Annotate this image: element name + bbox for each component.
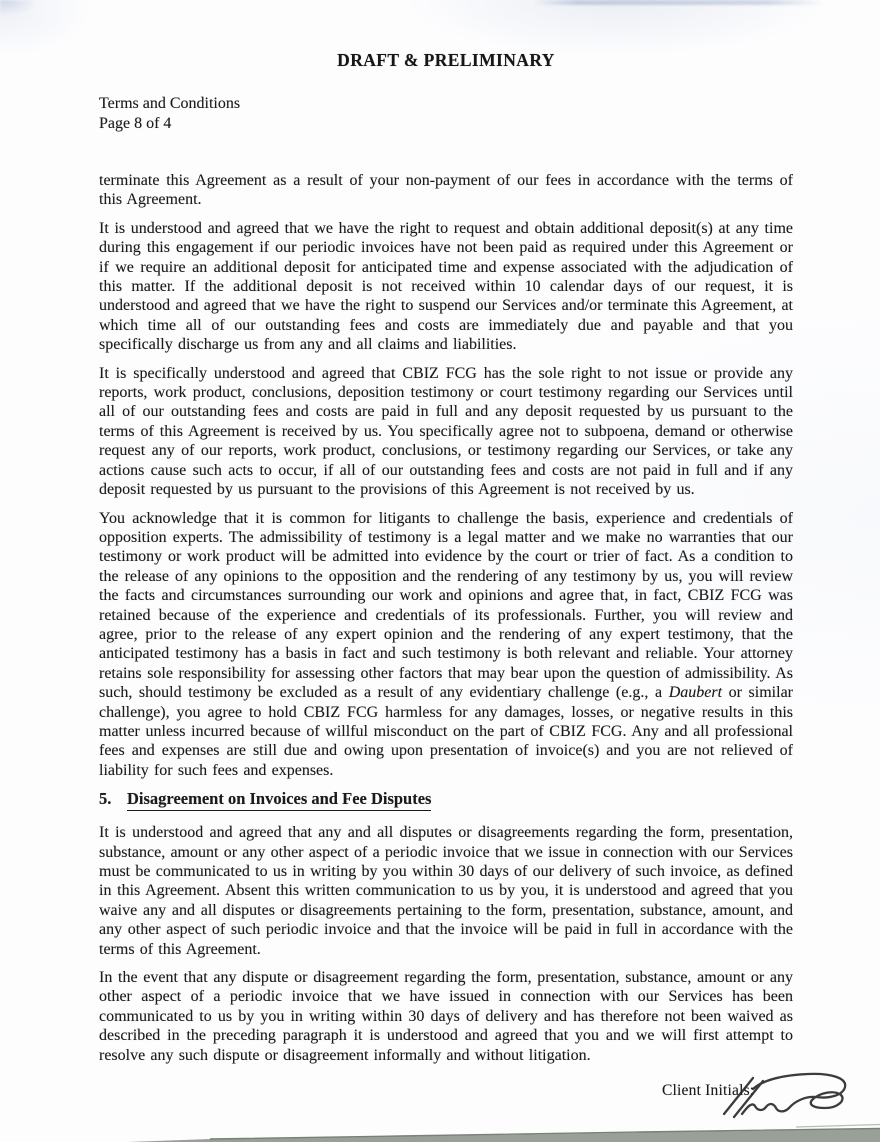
scan-smudge-top-edge [533, 0, 825, 5]
signature-stroke [734, 1081, 763, 1117]
client-initials-signature-scribble [712, 1064, 860, 1122]
paragraph-invoice-disputes: It is understood and agreed that any and all disputes or disagreements regarding the form, presentation, substance, amount or any other aspect of a periodic invoice that we issue in connection with our Services must be communicated to us in writing by you within 30 days of our delivery of such invoice, as defined in this Agreement. Absent this written communication to us by you, it is understood and agreed that you waive any and all disputes or disagreements pertaining to the form, presentation, substance, amount, and any other aspect of such periodic invoice and that the invoice will be paid in full in accordance with the terms of this Agreement. [99, 824, 793, 958]
body-text [99, 171, 793, 1065]
document-title: Terms and Conditions [99, 95, 241, 112]
scan-smudge-top-left [0, 0, 36, 14]
paragraph-informal-resolution: In the event that any dispute or disagreement regarding the form, presentation, substance, amount or any other aspect of a periodic invoice that we have issued in connection with our Services has been communicated to us by you in writing within 30 days of delivery and has therefore not been waived as described in the preceding paragraph it is understood and agreed that you and we will first attempt to resolve any such dispute or disagreement informally and without litigation. [99, 969, 793, 1064]
paragraph-admissibility [99, 509, 793, 781]
page-content [99, 50, 793, 1074]
signature-stroke [724, 1078, 753, 1114]
scanner-bed-faint-line [796, 1125, 880, 1128]
draft-watermark-title: DRAFT & PRELIMINARY [337, 50, 555, 70]
client-initials-label: Client Initials: [662, 1082, 755, 1099]
page-number-label: Page 8 of 4 [99, 115, 172, 132]
paragraph-additional-deposits: It is understood and agreed that we have the right to request and obtain additional deposit(s) at any time during this engagement if our periodic invoices have not been paid as required under this Agreement or if we require an additional deposit for anticipated time and expense associated with the adjudication of this matter. If the additional deposit is not received within 10 calendar days of our request, it is understood and agreed that we have the right to suspend our Services and/or terminate this Agreement, at which time all of our outstanding fees and costs are immediately due and payable and that you specifically discharge us from any and all claims and liabilities. [99, 219, 793, 354]
scan-edge-artifact-bottom [0, 1120, 880, 1142]
paragraph-text-run: You acknowledge that it is common for litigants to challenge the basis, experience and credentials of opposition experts. The admissibility of testimony is a legal matter and we make no warranties that our testimony or work product will be admitted into evidence by the court or trier of fact. As a condition to the release of any opinions to the opposition and the rendering of any testimony by us, you will review the facts and circumstances surrounding our work and opinions and agree that, in fact, CBIZ FCG was retained because of the experience and credentials of its professionals. Further, you will review and agree, prior to the release of any expert opinion and the rendering of any expert testimony, that the anticipated testimony has a basis in fact and such testimony is both relevant and reliable. Your attorney retains sole responsibility for assessing other factors that may bear upon the question of admissibility. As such, should testimony be excluded as a result of any evidentiary challenge (e.g., a [99, 509, 793, 702]
section-5-heading [99, 789, 793, 811]
paragraph-termination: terminate this Agreement as a result of your non-payment of our fees in accordance with the terms of this Agreement. [99, 172, 793, 209]
daubert-italic-term: Daubert [668, 684, 723, 702]
paragraph-text-run: or similar challenge), you agree to hold CBIZ FCG harmless for any damages, losses, or negative results in this matter unless incurred because of willful misconduct on the part of CBIZ FCG. Any and all professional fees and expenses are still due and owing upon presentation of invoice(s) and you are not relieved of liability for such fees and expenses. [99, 684, 793, 779]
section-number: 5. [99, 789, 112, 809]
section-title-underlined: Disagreement on Invoices and Fee Disputes [127, 789, 431, 811]
paragraph-sole-right-withhold: It is specifically understood and agreed that CBIZ FCG has the sole right to not issue or provide any reports, work product, conclusions, deposition testimony or court testimony regarding our Services until all of our outstanding fees and costs are paid in full and any deposit requested by us pursuant to the terms of this Agreement is received by us. You specifically agree not to subpoena, demand or otherwise request any of our reports, work product, conclusions, or testimony regarding our Services, or take any actions cause such acts to occur, if all of our outstanding fees and costs are not paid in full and if any deposit requested by us pursuant to the provisions of this Agreement is not received by us. [99, 364, 793, 499]
document-info-block [99, 94, 793, 134]
scanner-bed-edge [128, 1129, 880, 1142]
